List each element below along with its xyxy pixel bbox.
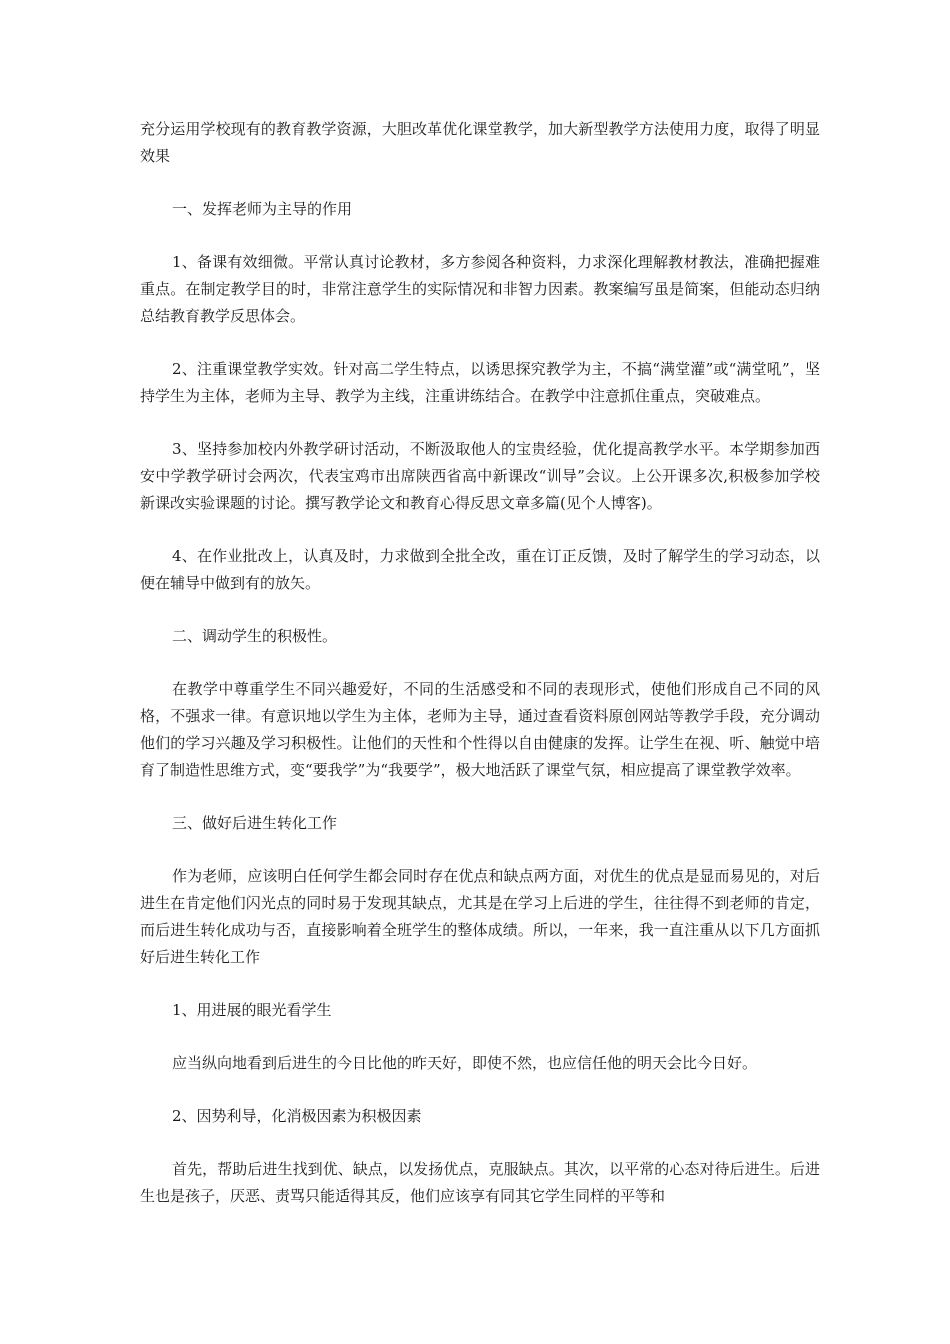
section-heading-1: 一、发挥老师为主导的作用 (172, 200, 353, 218)
section-heading-3: 三、做好后进生转化工作 (172, 814, 338, 832)
section3-sub2-body: 首先，帮助后进生找到优、缺点，以发扬优点，克服缺点。其次，以平常的心态对待后进生。后进生也是孩子，厌恶、责骂只能适得其反，他们应该享有同其它学生同样的平等和 (140, 1160, 820, 1205)
section-heading-2: 二、调动学生的积极性。 (172, 627, 338, 645)
section3-body: 作为老师，应该明白任何学生都会同时存在优点和缺点两方面，对优生的优点是显而易见的，对后进生在肯定他们闪光点的同时易于发现其缺点，尤其是在学习上后进的学生，往往得不到老师的肯定，而后进生转化成功与否，直接影响着全班学生的整体成绩。所以，一年来，我一直注重从以下几方面抓好后进生转化工作 (140, 867, 820, 966)
section1-item-4: 4、在作业批改上，认真及时，力求做到全批全改，重在订正反馈，及时了解学生的学习动态，以便在辅导中做到有的放矢。 (140, 547, 820, 592)
section2-body: 在教学中尊重学生不同兴趣爱好，不同的生活感受和不同的表现形式，使他们形成自己不同的风格，不强求一律。有意识地以学生为主体，老师为主导，通过查看资料原创网站等教学手段，充分调动他们的学习兴趣及学习积极性。让他们的天性和个性得以自由健康的发挥。让学生在视、听、触觉中培育了制造性思维方式，变“要我学”为“我要学”，极大地活跃了课堂气氛，相应提高了课堂教学效率。 (140, 680, 820, 779)
intro-paragraph: 充分运用学校现有的教育教学资源，大胆改革优化课堂教学，加大新型教学方法使用力度，取得了明显效果 (140, 120, 820, 165)
section1-item-3: 3、坚持参加校内外教学研讨活动，不断汲取他人的宝贵经验，优化提高教学水平。本学期参加西安中学教学研讨会两次，代表宝鸡市出席陕西省高中新课改“训导”会议。上公开课多次,积极参加学校新课改实验课题的讨论。撰写教学论文和教育心得反思文章多篇(见个人博客)。 (140, 440, 820, 512)
section3-sub2-heading: 2、因势利导，化消极因素为积极因素 (172, 1107, 422, 1125)
section3-sub1-body: 应当纵向地看到后进生的今日比他的昨天好，即使不然，也应信任他的明天会比今日好。 (172, 1054, 758, 1072)
document-page (140, 116, 820, 1236)
section1-item-2: 2、注重课堂教学实效。针对高二学生特点，以诱思探究教学为主，不搞“满堂灌”或“满堂吼”，坚持学生为主体，老师为主导、教学为主线，注重讲练结合。在教学中注意抓住重点，突破难点。 (140, 360, 820, 405)
section1-item-1: 1、备课有效细微。平常认真讨论教材，多方参阅各种资料，力求深化理解教材教法，准确把握难重点。在制定教学目的时，非常注意学生的实际情况和非智力因素。教案编写虽是简案，但能动态归纳总结教育教学反思体会。 (140, 253, 820, 325)
section3-sub1-heading: 1、用进展的眼光看学生 (172, 1001, 332, 1019)
